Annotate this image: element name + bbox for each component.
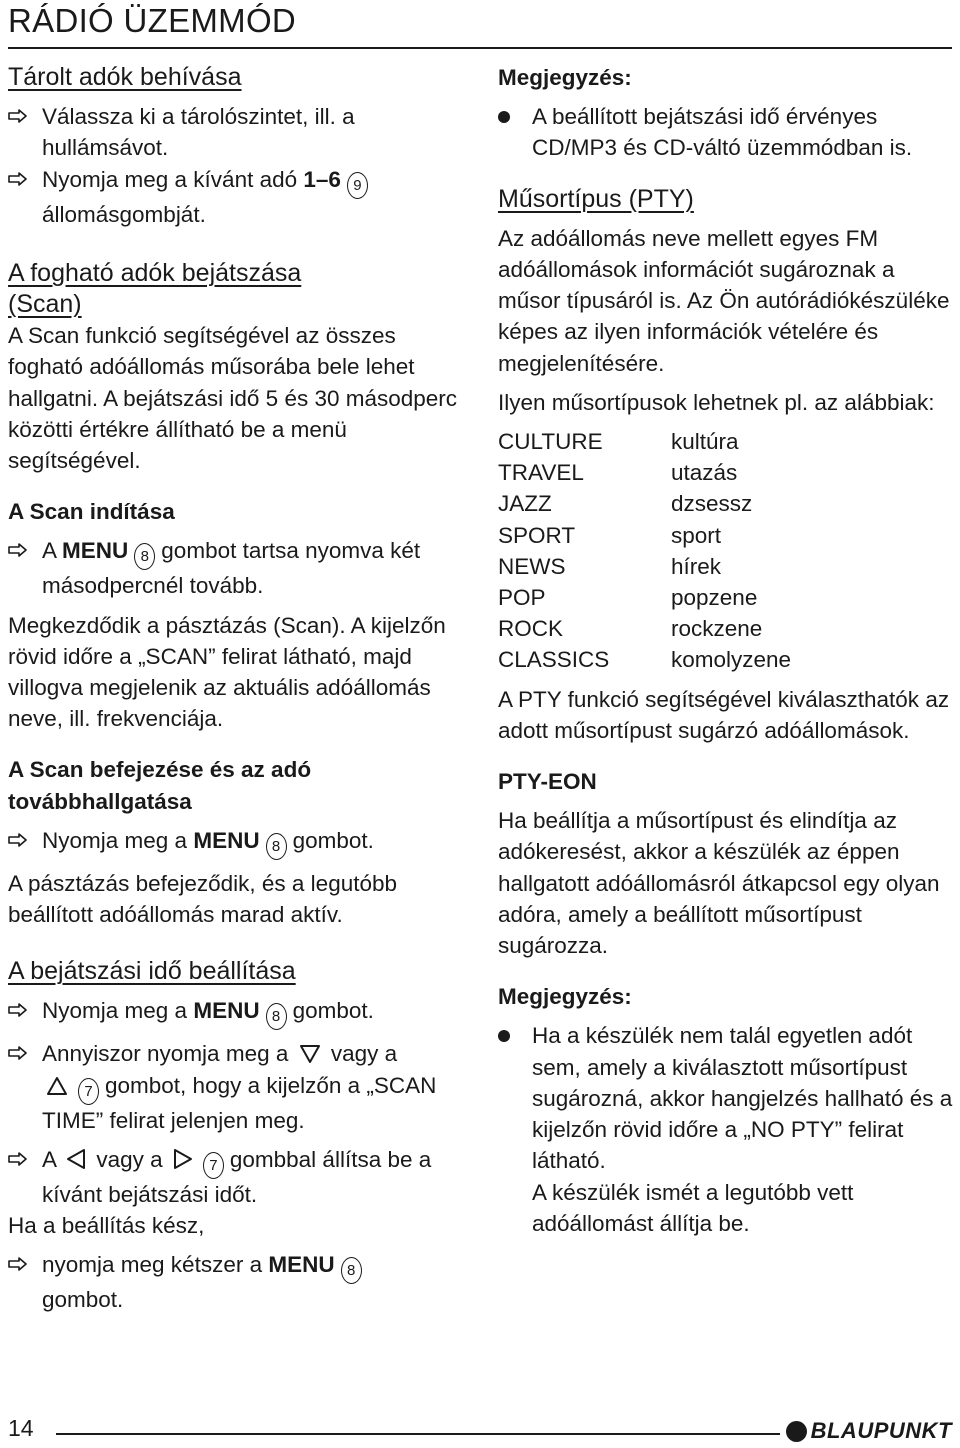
callout-number: 9 — [347, 172, 368, 199]
arrow-icon — [8, 1003, 28, 1017]
callout-number: 8 — [134, 543, 155, 570]
arrow-icon — [8, 172, 28, 186]
pty-translation: dzsessz — [671, 491, 753, 517]
subheading-pty-eon: PTY-EON — [498, 769, 597, 795]
step-press-menu-twice: nyomja meg kétszer a MENU 8 gombot. — [8, 1249, 470, 1315]
pty-translation: komolyzene — [671, 647, 792, 673]
arrow-icon — [8, 1152, 28, 1166]
step-text: Nyomja meg a kívánt adó — [42, 166, 298, 192]
arrow-icon — [8, 1046, 28, 1060]
pty-translation: sport — [671, 522, 722, 548]
pty-type-row — [498, 551, 791, 582]
note-heading: Megjegyzés: — [498, 984, 632, 1010]
callout-number: 7 — [203, 1152, 224, 1179]
bullet-icon — [498, 1030, 510, 1042]
page-number: 14 — [8, 1415, 34, 1441]
step-text: állomásgombját. — [42, 201, 206, 227]
pty-code: CLASSICS — [498, 647, 610, 673]
callout-number: 8 — [341, 1257, 362, 1284]
pty-translation: utazás — [671, 460, 738, 486]
arrow-icon — [8, 833, 28, 847]
brand-name: BLAUPUNKT — [810, 1418, 952, 1443]
pty-type-row — [498, 457, 791, 488]
bullet-icon — [498, 111, 510, 123]
paragraph-pty-function: A PTY funkció segítségével kiválaszthatók az adott műsortípust sugárzó adóállomások. — [498, 686, 950, 743]
step-press-left-right: A vagy a 7 gombbal állítsa be a kívánt bejátszási időt. — [8, 1144, 470, 1210]
pty-code: JAZZ — [498, 491, 552, 517]
key-label: MENU — [193, 998, 260, 1024]
page-title: RÁDIÓ ÜZEMMÓD — [8, 2, 297, 39]
step-press-menu: Nyomja meg a MENU 8 gombot. — [8, 995, 470, 1030]
callout-number: 7 — [78, 1078, 99, 1105]
pty-code: SPORT — [498, 522, 576, 548]
paragraph-scan-start: Megkezdődik a pásztázás (Scan). A kijelzőn rövid időre a „SCAN” felirat látható, majd villogva megjelenik az aktuális adóállomás neve, ill. frekvenciája. — [8, 612, 446, 732]
step-select-level — [8, 101, 470, 163]
pty-translation: rockzene — [671, 616, 763, 642]
section-heading-stored-stations: Tárolt adók behívása — [8, 63, 242, 91]
brand-dot-icon — [786, 1421, 807, 1442]
pty-type-row — [498, 644, 791, 675]
brand-logo — [786, 1418, 952, 1444]
pty-type-row — [498, 488, 791, 519]
right-column — [498, 62, 956, 1239]
pty-type-table — [498, 426, 791, 676]
subheading-scan-start: A Scan indítása — [8, 499, 175, 525]
step-hold-menu: A MENU 8 gombot tartsa nyomva két másodpercnél tovább. — [8, 535, 470, 601]
paragraph-scan-intro: A Scan funkció segítségével az összes fogható adóállomás műsorába bele lehet hallgatni. A bejátszási idő 5 és 30 másodperc közötti értékre állítható be a menü segítségével. — [8, 323, 458, 474]
left-column — [8, 62, 470, 1315]
pty-translation: hírek — [671, 553, 722, 579]
note-bullet: A beállított bejátszási idő érvényes CD/MP3 és CD-váltó üzemmódban is. — [498, 101, 956, 163]
pty-code: TRAVEL — [498, 460, 584, 486]
title-divider — [8, 47, 952, 49]
callout-number: 8 — [266, 1003, 287, 1030]
step-text: Válassza ki a tárolószintet, ill. a hullámsávot. — [42, 104, 355, 161]
pty-code: ROCK — [498, 616, 564, 642]
note-bullet: Ha a készülék nem talál egyetlen adót sem, amely a kiválasztott műsortípust sugározná, akkor hangjelzés hallható és a kijelzőn rövid időre a „NO PTY” felirat látható. A készülék ismét a legutóbb vett adóállomást állítja be. — [498, 1020, 956, 1238]
right-triangle-icon — [173, 1148, 193, 1170]
pty-code: CULTURE — [498, 429, 603, 455]
pty-type-row — [498, 520, 791, 551]
up-triangle-icon — [46, 1076, 68, 1096]
step-press-station — [8, 164, 470, 230]
key-label: MENU — [193, 827, 260, 853]
left-triangle-icon — [66, 1148, 86, 1170]
step-press-menu: Nyomja meg a MENU 8 gombot. — [8, 825, 470, 860]
pty-code: NEWS — [498, 553, 566, 579]
pty-code: POP — [498, 585, 546, 611]
paragraph-pty-eon: Ha beállítja a műsortípust és elindítja az adókeresést, akkor a készülék az éppen hallgatott adóállomásról átkapcsol egy olyan adóra, amely a beállított műsortípust sugározza. — [498, 808, 940, 959]
paragraph-pty-examples: Ilyen műsortípusok lehetnek pl. az alábbiak: — [498, 389, 935, 415]
paragraph-scan-stop: A pásztázás befejeződik, és a legutóbb beállított adóállomás marad aktív. — [8, 870, 398, 928]
arrow-icon — [8, 109, 28, 123]
subheading-scan-stop: A Scan befejezése és az adó továbbhallgatása — [8, 757, 312, 814]
paragraph-when-done: Ha a beállítás kész, — [8, 1213, 205, 1239]
paragraph-pty-intro: Az adóállomás neve mellett egyes FM adóállomások információt sugároznak a műsor típusáról is. Az Ön autórádiókészüléke képes az ilyen információk vételére és megjelenítésére. — [498, 225, 950, 376]
pty-translation: kultúra — [671, 429, 739, 455]
step-press-up-down: Annyiszor nyomja meg a vagy a 7 gombot, hogy a kijelzőn a „SCAN TIME” felirat jelenjen meg. — [8, 1038, 470, 1135]
section-heading-scan: A fogható adók bejátszása (Scan) — [8, 258, 302, 319]
key-label: 1–6 — [303, 166, 341, 192]
pty-type-row — [498, 613, 791, 644]
footer-divider — [56, 1433, 780, 1435]
key-label: MENU — [62, 538, 129, 564]
arrow-icon — [8, 543, 28, 557]
section-heading-scan-time: A bejátszási idő beállítása — [8, 957, 296, 986]
callout-number: 8 — [266, 833, 287, 860]
pty-type-row — [498, 426, 791, 457]
down-triangle-icon — [299, 1044, 321, 1064]
arrow-icon — [8, 1257, 28, 1271]
pty-type-row — [498, 582, 791, 613]
pty-translation: popzene — [671, 585, 758, 611]
key-label: MENU — [268, 1252, 335, 1278]
section-heading-pty: Műsortípus (PTY) — [498, 184, 694, 213]
note-heading: Megjegyzés: — [498, 65, 632, 90]
